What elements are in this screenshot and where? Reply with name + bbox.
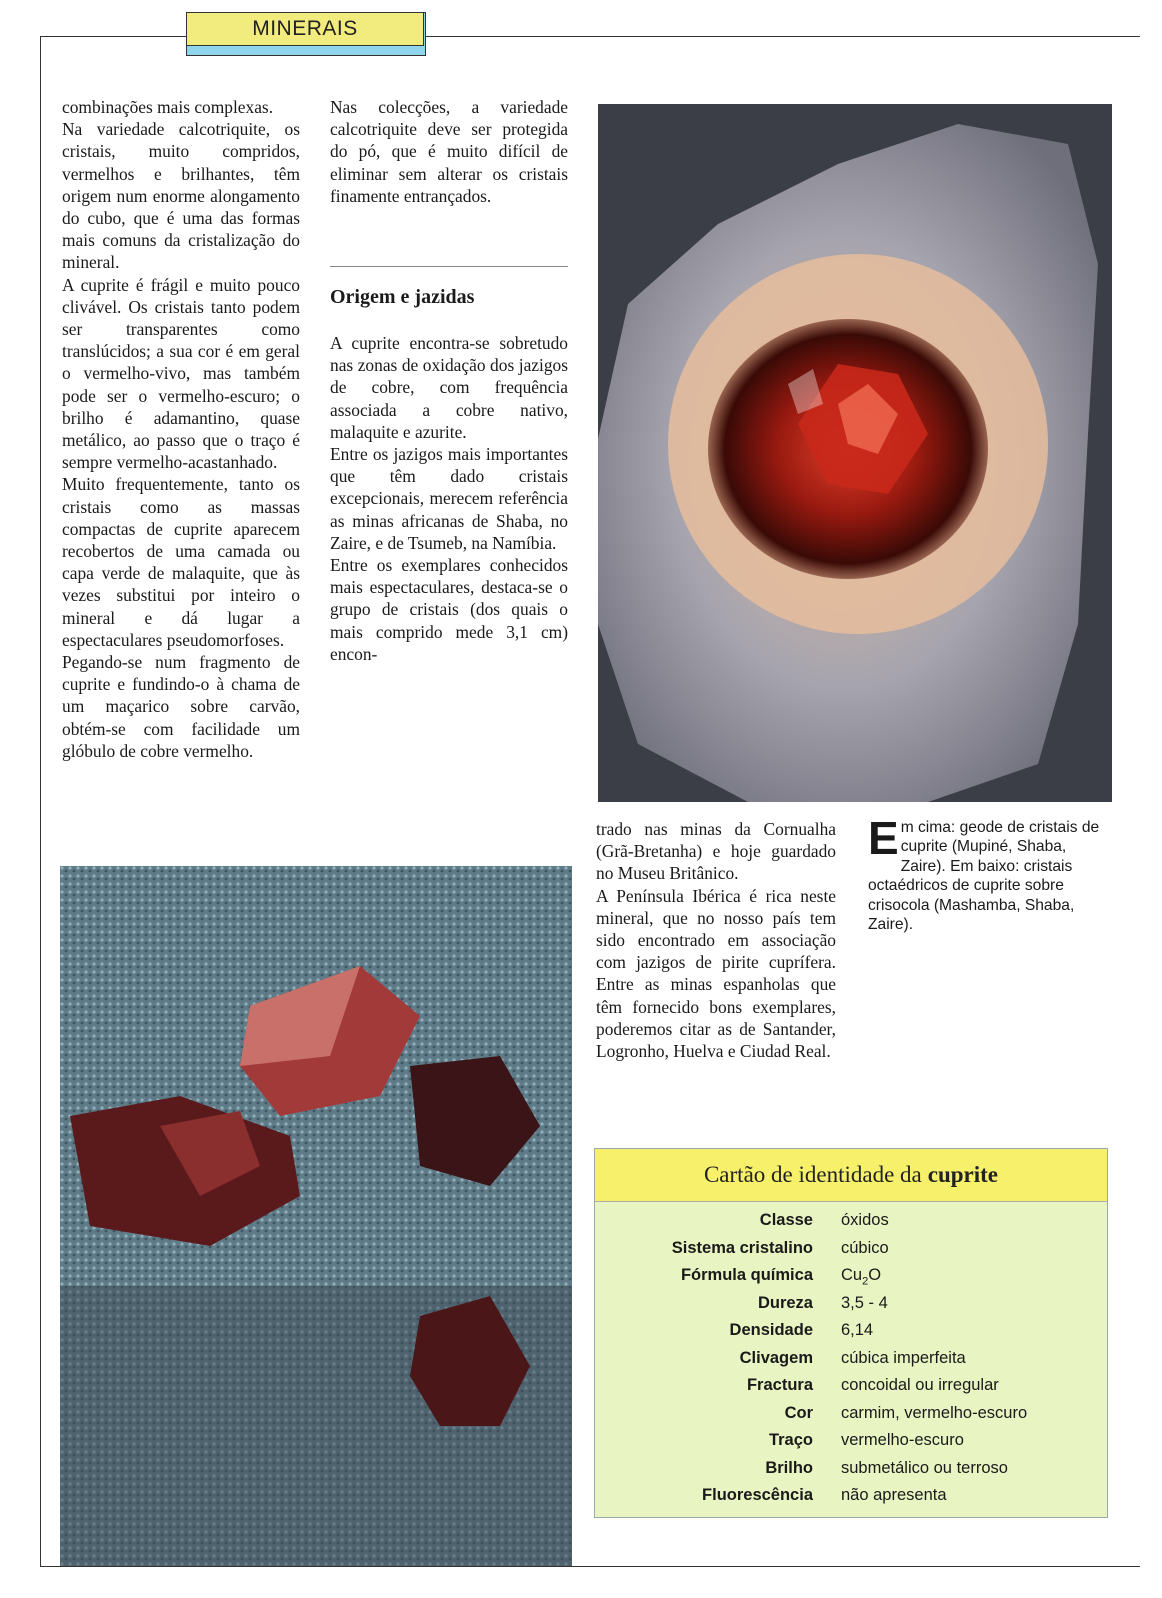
id-card-key: Classe: [759, 1211, 813, 1229]
text-column-3: [596, 818, 836, 1062]
id-card-row: [595, 1211, 1107, 1239]
id-card-value: cúbica imperfeita: [841, 1348, 966, 1367]
section-divider: [330, 266, 568, 267]
crystals-illustration: [60, 866, 572, 1566]
mineral-id-card: [594, 1148, 1108, 1518]
id-card-key: Fórmula química: [680, 1266, 813, 1284]
formula-text: $Cu_2O$: [841, 1266, 882, 1288]
id-card-key: Sistema cristalino: [671, 1238, 813, 1257]
id-card-row: [595, 1239, 1107, 1267]
id-card-key: Clivagem: [739, 1348, 813, 1367]
id-card-title-mineral: cuprite: [927, 1162, 999, 1187]
id-card-row: [595, 1486, 1107, 1514]
id-card-value: vermelho-escuro: [841, 1431, 964, 1449]
paragraph: Muito frequentemente, tanto os cristais como as massas compactas de cuprite aparecem recobertos de uma camada ou capa verde de malaquite, que às vezes substitui por inteiro o mineral e dá lugar a espectaculares pseudomorfoses.: [62, 474, 300, 650]
paragraph: Entre os jazigos mais importantes que têm dado cristais excepcionais, merecem referência as minas africanas de Shaba, no Zaire, e de Tsumeb, na Namíbia.: [330, 444, 568, 553]
section-tab: MINERAIS: [186, 12, 424, 46]
caption-dropcap: E: [868, 812, 899, 864]
id-card-row: [595, 1376, 1107, 1404]
frame-left-line: [40, 36, 41, 1566]
paragraph: A cuprite encontra-se sobretudo nas zonas de oxidação dos jazigos de cobre, com frequência associada a cobre nativo, malaquite e azurite.: [330, 333, 568, 442]
text-column-2-body: [330, 332, 568, 665]
id-card-row: [595, 1349, 1107, 1377]
id-card-row: [595, 1321, 1107, 1349]
section-heading: Origem e jazidas: [330, 286, 475, 308]
paragraph: A Península Ibérica é rica neste mineral, que no nosso país tem sido encontrado em associação com jazigos de pirite cuprífera. Entre as minas espanholas que têm fornecido bons exemplares, poderemos citar as de Santander, Logronho, Huelva e Ciudad Real.: [596, 885, 836, 1062]
id-card-key: Fluorescência: [702, 1486, 813, 1504]
text-column-1: [62, 96, 300, 762]
id-card-value: submetálico ou terroso: [841, 1458, 1008, 1477]
id-card-key: Brilho: [765, 1458, 813, 1477]
geode-photo: [598, 104, 1112, 802]
id-card-value: não apresenta: [841, 1486, 947, 1504]
text-column-2-top: [330, 96, 568, 207]
paragraph: Entre os exemplares conhecidos mais espectaculares, destaca-se o grupo de cristais (dos quais o mais comprido mede 3,1 cm) encon-: [330, 555, 568, 664]
caption-text: m cima: geode de cristais de cuprite (Mupiné, Shaba, Zaire). Em baixo: cristais octaédricos de cuprite sobre crisocola (Mashamba, Shaba, Zaire).: [868, 819, 1100, 934]
id-card-row: [595, 1431, 1107, 1459]
id-card-value: 6,14: [841, 1321, 874, 1339]
id-card-key: Fractura: [746, 1376, 813, 1394]
id-card-value: 3,5 - 4: [841, 1293, 888, 1312]
id-card-row: [595, 1404, 1107, 1432]
id-card-key: Cor: [784, 1403, 813, 1422]
id-card-value: carmim, vermelho-escuro: [841, 1403, 1028, 1422]
id-card-title: [595, 1149, 1107, 1202]
paragraph: Nas colecções, a variedade calcotriquite deve ser protegida do pó, que é muito difícil de eliminar sem alterar os cristais finamente entrançados.: [330, 97, 568, 206]
geode-illustration: [598, 104, 1112, 802]
paragraph: trado nas minas da Cornualha (Grã-Bretanha) e hoje guardado no Museu Britânico.: [596, 819, 836, 884]
paragraph: Pegando-se num fragmento de cuprite e fundindo-o à chama de um maçarico sobre carvão, obtém-se com facilidade um glóbulo de cobre vermelho.: [62, 652, 300, 761]
id-card-value: concoidal ou irregular: [841, 1376, 999, 1394]
paragraph: A cuprite é frágil e muito pouco clivável. Os cristais tanto podem ser transparentes como translúcidos; a sua cor é em geral o vermelho-vivo, mas também pode ser o vermelho-escuro; o brilho é adamantino, quase metálico, ao passo que o traço é sempre vermelho-acastanhado.: [62, 274, 300, 473]
photo-caption: [868, 812, 1100, 934]
octahedral-crystals-photo: [60, 866, 572, 1566]
id-card-title-prefix: Cartão de identidade da: [703, 1162, 922, 1187]
id-card-key: Densidade: [729, 1321, 813, 1339]
id-card-value: óxidos: [841, 1211, 889, 1229]
id-card-value-formula: [841, 1266, 881, 1287]
id-card-value: cúbico: [841, 1238, 889, 1257]
id-card-key: Traço: [768, 1431, 813, 1449]
id-card-row: [595, 1294, 1107, 1322]
paragraph: Na variedade calcotriquite, os cristais, muito compridos, vermelhos e brilhantes, têm origem num enorme alongamento do cubo, que é uma das formas mais comuns da cristalização do mineral.: [62, 119, 300, 273]
frame-bottom-line: [40, 1566, 1140, 1567]
id-card-row: [595, 1266, 1107, 1294]
id-card-key: Dureza: [757, 1293, 813, 1312]
id-card-row: [595, 1459, 1107, 1487]
paragraph: combinações mais complexas.: [62, 97, 274, 117]
